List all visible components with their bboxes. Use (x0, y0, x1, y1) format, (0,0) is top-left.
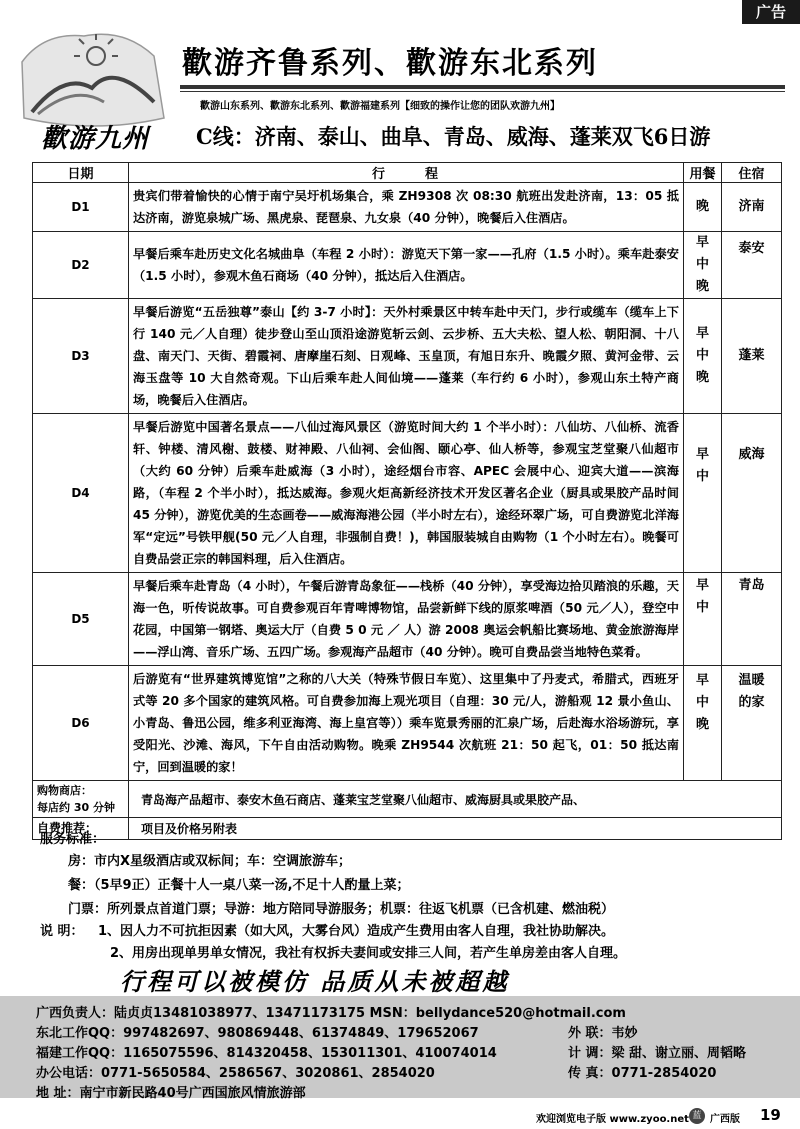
stay-cell: 温暖 的家 (722, 666, 782, 781)
itinerary-cell: 早餐后乘车赴青岛（4 小时），午餐后游青岛象征——栈桥（40 分钟），享受海边拾贝踏浪的乐趣，天海一色，听传说故事。可自费参观百年青啤博物馆，品尝新鲜下线的原浆啤酒（50 元／人），登空中花园，中国第一钢塔、奥运大厅（自费 5 0 元 ／ 人）游 2008 奥运会帆船比赛场地、黄金旅游海岸——浮山湾、音乐广场、五四广场。参观海产品超市（40 分钟）。晚可自费品尝当地特色菜肴。 (129, 573, 684, 666)
route-title: C线：济南、泰山、曲阜、青岛、威海、蓬莱双飞6日游 (196, 124, 711, 149)
table-row (33, 414, 782, 573)
meals-cell: 早 中 晚 (684, 299, 722, 414)
footer-badge: 蓝 (689, 1108, 705, 1124)
header-stay: 住宿 (722, 163, 782, 183)
service-heading: 服务标准： (40, 832, 106, 847)
itinerary-cell: 早餐后乘车赴历史文化名城曲阜（车程 2 小时）：游览天下第一家——孔府（1.5 小时）。乘车赴泰安（1.5 小时），参观木鱼石商场（40 分钟），抵达后入住酒店。 (129, 232, 684, 299)
contact-phone: 办公电话：0771-5650584、2586567、3020861、2854020 (36, 1066, 435, 1081)
header-meals: 用餐 (684, 163, 722, 183)
header-program: 行程 (129, 163, 684, 183)
page-number: 19 (760, 1106, 781, 1124)
title-divider (180, 85, 785, 89)
shopping-label: 购物商店： 每店约 30 分钟 (33, 781, 129, 818)
stay-cell: 青岛 (722, 573, 782, 666)
ad-tag: 广告 (742, 0, 800, 24)
contact-planner: 计 调：梁 甜、谢立丽、周韬略 (568, 1046, 747, 1061)
logo-text: 歡游九州 (40, 124, 149, 154)
slogan: 行程可以被模仿 品质从未被超越 (120, 967, 510, 996)
meals-cell: 早 中 晚 (684, 666, 722, 781)
footer (0, 1100, 800, 1129)
service-line-lodging: 房：市内X星级酒店或双标间；车：空调旅游车； (68, 854, 352, 869)
meals-cell: 晚 (684, 183, 722, 232)
day-cell: D5 (33, 573, 129, 666)
contact-address: 地 址：南宁市新民路40号广西国旅风情旅游部 (36, 1086, 306, 1101)
notes-item-1: 1、因人力不可抗拒因素（如大风，大雾台风）造成产生费用由客人自理，我社协助解决。 (98, 924, 615, 939)
header-day: 日期 (33, 163, 129, 183)
day-cell: D1 (33, 183, 129, 232)
shopping-row (33, 781, 782, 818)
table-row (33, 573, 782, 666)
footer-edition: 广西版 (710, 1114, 740, 1125)
optional-label: 自费推荐： (33, 818, 129, 840)
notes-label: 说 明： (40, 924, 84, 939)
meals-cell: 早 中 (684, 414, 722, 573)
notes-item-2: 2、用房出现单男单女情况，我社有权拆夫妻间或安排三人间，若产生单房差由客人自理。 (110, 946, 627, 961)
meals-cell: 早 中 (684, 573, 722, 666)
stay-cell: 蓬莱 (722, 299, 782, 414)
footer-site: 欢迎浏览电子版 www.zyoo.net (536, 1114, 689, 1125)
table-row (33, 232, 782, 299)
series-subtitle: 歡游山东系列、歡游东北系列、歡游福建系列【细致的操作让您的团队欢游九州】 (200, 101, 560, 112)
page-title: 歡游齐鲁系列、歡游东北系列 (182, 46, 598, 81)
day-cell: D4 (33, 414, 129, 573)
contact-fax: 传 真：0771-2854020 (568, 1066, 717, 1081)
table-row (33, 183, 782, 232)
optional-row (33, 818, 782, 840)
itinerary-table (32, 162, 782, 840)
logo (14, 22, 174, 152)
stay-cell: 泰安 (722, 232, 782, 299)
meals-cell: 早 中 晚 (684, 232, 722, 299)
day-cell: D6 (33, 666, 129, 781)
day-cell: D2 (33, 232, 129, 299)
table-header-row (33, 163, 782, 183)
service-line-tickets: 门票：所列景点首道门票；导游：地方陪同导游服务；机票：往返飞机票（已含机建、燃油税） (68, 902, 615, 917)
day-cell: D3 (33, 299, 129, 414)
contact-fujian-qq: 福建工作QQ：1165075596、814320458、153011301、410074014 (36, 1046, 497, 1061)
itinerary-cell: 早餐后游览“五岳独尊”泰山【约 3-7 小时】：天外村乘景区中转车赴中天门，步行或缆车（缆车上下行 140 元／人自理）徒步登山至山顶沿途游览斩云剑、云步桥、五大夫松、望人松、朝阳洞、十八盘、南天门、天街、碧霞祠、唐摩崖石刻、日观峰、玉皇顶，有旭日东升、晚霞夕照、黄河金带、云海玉盘等 10 大自然奇观。下山后乘车赴人间仙境——蓬莱（车行约 6 小时），参观山东土特产商场，晚餐后入住酒店。 (129, 299, 684, 414)
optional-value: 项目及价格另附表 (129, 818, 782, 840)
stay-cell: 济南 (722, 183, 782, 232)
table-row (33, 299, 782, 414)
table-row (33, 666, 782, 781)
shopping-value: 青岛海产品超市、泰安木鱼石商店、蓬莱宝芝堂聚八仙超市、威海厨具或果胶产品、 (129, 781, 782, 818)
stay-cell: 威海 (722, 414, 782, 573)
contact-liaison: 外 联：韦妙 (568, 1026, 638, 1041)
service-line-meals: 餐：（5早9正）正餐十人一桌八菜一汤,不足十人酌量上菜； (68, 878, 410, 893)
itinerary-cell: 贵宾们带着愉快的心情于南宁吴圩机场集合，乘 ZH9308 次 08:30 航班出发赴济南，13：05 抵达济南，游览泉城广场、黑虎泉、琵琶泉、九女泉（40 分钟），晚餐后入住酒店。 (129, 183, 684, 232)
itinerary-cell: 后游览有“世界建筑博览馆”之称的八大关（特殊节假日车览）、这里集中了丹麦式，希腊式，西班牙式等 20 多个国家的建筑风格。可自费参加海上观光项目（自理：30 元/人，游船观 12 景小鱼山、小青岛、鲁迅公园，维多利亚海湾、海上皇宫等））乘车览景秀丽的汇泉广场，后赴海水浴场游玩，享受阳光、沙滩、海风，下午自由活动购物。晚乘 ZH9544 次航班 21：50 起飞，01：50 抵达南宁，回到温暖的家！ (129, 666, 684, 781)
contact-northeast-qq: 东北工作QQ：997482697、980869448、61374849、179652067 (36, 1026, 479, 1041)
contact-panel (0, 996, 800, 1101)
contact-guangxi: 广西负责人：陆贞贞13481038977、13471173175 MSN：bellydance520@hotmail.com (36, 1006, 626, 1021)
title-divider-thin (180, 91, 785, 92)
itinerary-cell: 早餐后游览中国著名景点——八仙过海风景区（游览时间大约 1 个半小时）：八仙坊、八仙桥、流香轩、钟楼、清风榭、鼓楼、财神殿、八仙祠、会仙阁、颐心亭、仙人桥等，参观宝芝堂聚八仙超市（大约 60 分钟）后乘车赴威海（3 小时），途经烟台市容、APEC 会展中心、迎宾大道——滨海路，（车程 2 个半小时），抵达威海。参观火炬高新经济技术开发区著名企业（厨具或果胶产品时间 45 分钟），游览优美的生态画卷——威海海港公园（半小时左右），途经环翠广场，可自费游览北洋海军“定远”号铁甲舰(50 元／人自理，非强制自费！)，韩国服装城自由购物（1 个小时左右）。晚餐可自费品尝正宗的韩国料理，后入住酒店。 (129, 414, 684, 573)
